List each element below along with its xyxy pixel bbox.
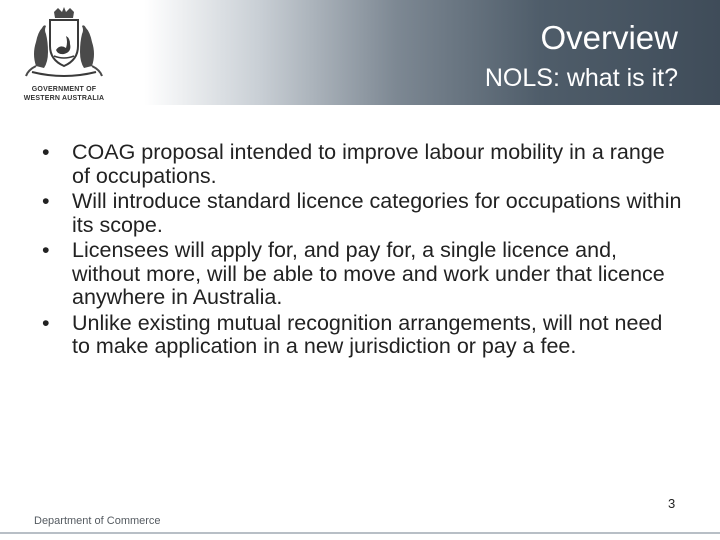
bullet-marker: • [42,189,50,213]
department-label: Department of Commerce [34,515,161,527]
bullet-text: COAG proposal intended to improve labour mobility in a range of occupations. [72,140,665,188]
bullet-marker: • [42,310,50,335]
page-number: 3 [668,496,676,511]
footer-divider [0,532,720,534]
bullet-list [42,141,682,361]
bullet-item [42,190,682,237]
bullet-item [42,312,682,359]
coat-of-arms-icon [18,6,110,82]
slide-subtitle: NOLS: what is it? [484,64,678,92]
logo-line-1: GOVERNMENT OF [31,86,97,93]
slide-title: Overview [540,19,678,56]
bullet-item [42,239,682,310]
bullet-item [42,141,682,188]
bullet-marker: • [42,140,50,164]
logo-text [8,85,120,103]
bullet-text: Will introduce standard licence categories for occupations within its scope. [72,189,682,237]
bullet-text: Unlike existing mutual recognition arrangements, will not need to make application in a new jurisdiction or pay a fee. [72,310,663,358]
bullet-marker: • [42,238,50,262]
bullet-text: Licensees will apply for, and pay for, a single licence and, without more, will be able to move and work under that licence anywhere in Australia. [72,238,665,309]
logo-line-2: WESTERN AUSTRALIA [23,95,105,102]
government-logo [8,6,120,104]
